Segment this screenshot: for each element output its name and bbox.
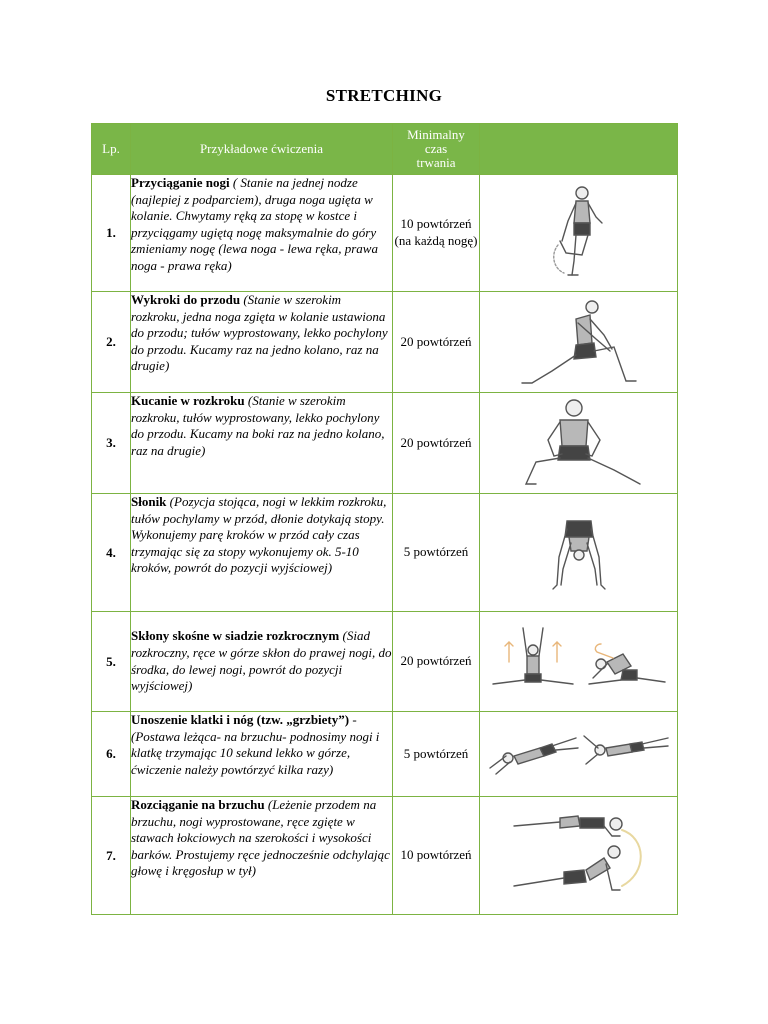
row-description <box>131 393 393 494</box>
exercise-name: Unoszenie klatki i nóg (tzw. „grzbiety”) <box>131 712 350 727</box>
exercise-name: Kucanie w rozkroku <box>131 393 245 408</box>
header-exercises: Przykładowe ćwiczenia <box>131 124 393 175</box>
row-image-cell <box>480 393 678 494</box>
row-number: 1. <box>92 175 131 292</box>
exercise-name: Słonik <box>131 494 167 509</box>
row-number: 3. <box>92 393 131 494</box>
header-duration-line: trwania <box>416 155 456 170</box>
header-lp: Lp. <box>92 124 131 175</box>
row-description <box>131 612 393 712</box>
standing-quad-stretch-illustration <box>524 183 634 283</box>
exercise-details: (Leżenie przodem na brzuchu, nogi wyprostowane, ręce zgięte w stawach łokciowych na szerokości i wysokości barków. Prostujemy ręce jednocześnie odchylając głowę i kręgosłup w tył) <box>131 797 390 879</box>
exercise-details: (Siad rozkroczny, ręce w górze skłon do prawej nogi, do środka, do lewej nogi, powrót do pozycji wyjściowej) <box>131 628 392 694</box>
table-row <box>92 393 678 494</box>
exercise-name: Rozciąganie na brzuchu <box>131 797 265 812</box>
row-image-cell <box>480 612 678 712</box>
side-squat-illustration <box>514 396 644 490</box>
row-number: 5. <box>92 612 131 712</box>
row-duration: 5 powtórzeń <box>393 494 480 612</box>
row-description <box>131 494 393 612</box>
exercise-details: ( Stanie na jednej nodze (najlepiej z podparciem), druga noga ugięta w kolanie. Chwytamy ręką za stopę w kostce i przyciągamy ugiętą nogę maksymalnie do góry zmieniamy nogę (lewa noga - lewa ręka, prawa noga - prawa ręka) <box>131 175 378 273</box>
exercise-details: (Pozycja stojąca, nogi w lekkim rozkroku, tułów pochylamy w przód, dłonie dotykają stopy. Wykonujemy parę kroków w przód cały czas trzymając się za stopy wykonujemy ok. 5-10 kroków, powrót do pozycji wyjściowej) <box>131 494 387 576</box>
exercise-name: Przyciąganie nogi <box>131 175 230 190</box>
row-duration: 20 powtórzeń <box>393 612 480 712</box>
header-duration-line: czas <box>424 141 448 156</box>
row-image-cell <box>480 292 678 393</box>
exercise-table <box>91 123 678 915</box>
prone-back-extension-illustration <box>486 724 672 784</box>
table-header-row <box>92 124 678 175</box>
table-row <box>92 175 678 292</box>
row-number: 4. <box>92 494 131 612</box>
forward-lunge-illustration <box>514 295 644 389</box>
table-row <box>92 797 678 915</box>
header-duration <box>393 124 480 175</box>
exercise-name: Skłony skośne w siadzie rozkrocznym <box>131 628 340 644</box>
row-image-cell <box>480 712 678 797</box>
row-number: 6. <box>92 712 131 797</box>
table-row <box>92 612 678 712</box>
row-duration: 20 powtórzeń <box>393 292 480 393</box>
exercise-details: (Stanie w szerokim rozkroku, tułów wyprostowany, lekko pochylony do przodu. Kucamy na boki raz na jedno kolano, raz na drugie) <box>131 393 385 458</box>
row-duration: 10 powtórzeń (na każdą nogę) <box>393 175 480 292</box>
header-duration-line: Minimalny <box>407 127 465 142</box>
exercise-details: - (Postawa leżąca- na brzuchu- podnosimy nogi i klatkę trzymając 10 sekund lekko w górze, ćwiczenie należy powtórzyć kilka razy) <box>131 712 380 777</box>
header-image <box>480 124 678 175</box>
table-row <box>92 494 678 612</box>
row-duration: 5 powtórzeń <box>393 712 480 797</box>
prone-cobra-stretch-illustration <box>504 806 654 906</box>
row-number: 2. <box>92 292 131 393</box>
exercise-details: (Stanie w szerokim rozkroku, jedna noga zgięta w kolanie ustawiona do przodu; tułów wyprostowany, lekko pochylony do przodu. Kucamy raz na jedno kolano, raz na drugie) <box>131 292 388 374</box>
row-description <box>131 175 393 292</box>
row-image-cell <box>480 797 678 915</box>
exercise-name: Wykroki do przodu <box>131 292 241 307</box>
row-description <box>131 797 393 915</box>
row-duration: 20 powtórzeń <box>393 393 480 494</box>
seated-straddle-bend-illustration <box>489 622 669 702</box>
row-image-cell <box>480 494 678 612</box>
table-row <box>92 292 678 393</box>
page-title: STRETCHING <box>325 86 443 105</box>
forward-bend-walk-illustration <box>539 513 619 593</box>
row-duration: 10 powtórzeń <box>393 797 480 915</box>
row-image-cell <box>480 175 678 292</box>
row-number: 7. <box>92 797 131 915</box>
row-description <box>131 292 393 393</box>
table-row <box>92 712 678 797</box>
row-description <box>131 712 393 797</box>
